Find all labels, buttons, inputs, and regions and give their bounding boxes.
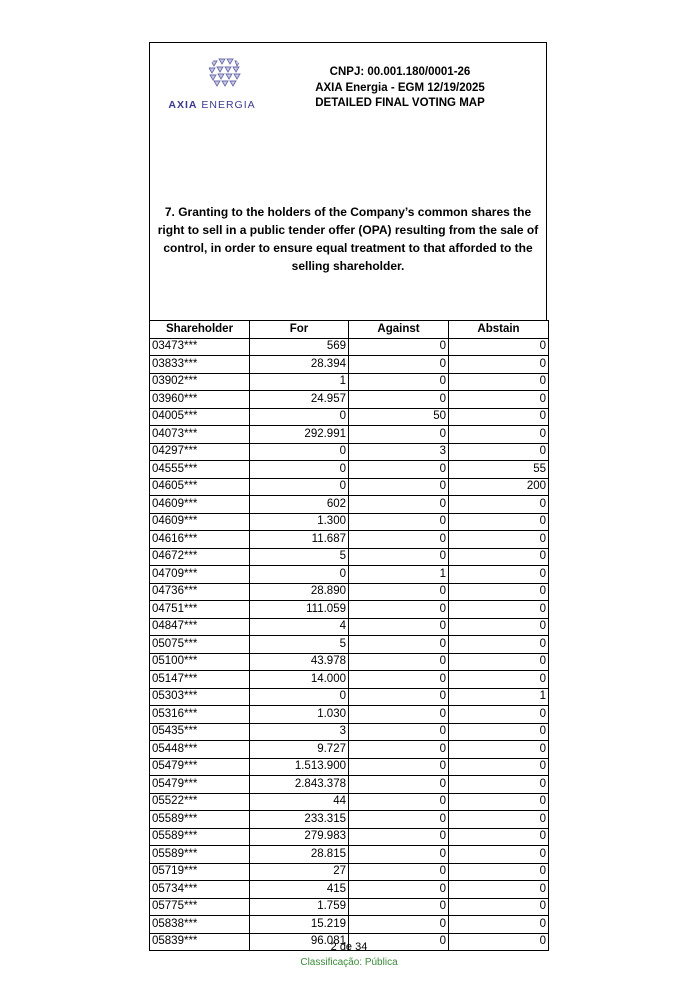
cell-for: 44	[250, 793, 349, 811]
cell-against: 0	[349, 391, 449, 409]
cell-abstain: 0	[449, 881, 549, 899]
cell-abstain: 0	[449, 443, 549, 461]
cell-shareholder: 03902***	[150, 373, 250, 391]
cell-abstain: 0	[449, 846, 549, 864]
table-row	[150, 566, 549, 584]
cell-shareholder: 05589***	[150, 828, 250, 846]
cell-shareholder: 05838***	[150, 916, 250, 934]
cell-shareholder: 04073***	[150, 426, 250, 444]
globe-logo-icon	[205, 53, 245, 93]
table-row	[150, 793, 549, 811]
cell-abstain: 0	[449, 793, 549, 811]
cell-abstain: 0	[449, 723, 549, 741]
table-row	[150, 513, 549, 531]
cell-for: 0	[250, 461, 349, 479]
cell-abstain: 0	[449, 653, 549, 671]
cell-against: 0	[349, 636, 449, 654]
agenda-item-text: 7. Granting to the holders of the Company’s common shares the right to sell in a public tender offer (OPA) resulting from the sale of control, in order to ensure equal treatment to that afforded to the selling shareholder.	[157, 205, 539, 273]
cell-for: 602	[250, 496, 349, 514]
cell-abstain: 0	[449, 408, 549, 426]
table-row	[150, 443, 549, 461]
cell-against: 0	[349, 618, 449, 636]
table-row	[150, 688, 549, 706]
cell-against: 0	[349, 478, 449, 496]
cell-for: 1	[250, 373, 349, 391]
cell-against: 0	[349, 496, 449, 514]
cell-abstain: 0	[449, 671, 549, 689]
cell-abstain: 0	[449, 583, 549, 601]
cell-for: 0	[250, 478, 349, 496]
cell-abstain: 55	[449, 461, 549, 479]
cell-abstain: 0	[449, 706, 549, 724]
table-row	[150, 723, 549, 741]
cell-abstain: 0	[449, 513, 549, 531]
cell-shareholder: 04297***	[150, 443, 250, 461]
cell-for: 0	[250, 408, 349, 426]
cell-shareholder: 05435***	[150, 723, 250, 741]
cell-for: 0	[250, 443, 349, 461]
cell-shareholder: 04605***	[150, 478, 250, 496]
cell-abstain: 0	[449, 548, 549, 566]
cell-against: 0	[349, 706, 449, 724]
cell-for: 233.315	[250, 811, 349, 829]
table-row	[150, 828, 549, 846]
cell-shareholder: 05775***	[150, 898, 250, 916]
cell-for: 43.978	[250, 653, 349, 671]
table-row	[150, 408, 549, 426]
voting-map-sheet	[149, 42, 547, 951]
table-row	[150, 671, 549, 689]
cell-abstain: 0	[449, 636, 549, 654]
cell-against: 0	[349, 548, 449, 566]
cell-against: 0	[349, 881, 449, 899]
cell-for: 11.687	[250, 531, 349, 549]
cell-for: 24.957	[250, 391, 349, 409]
cell-for: 1.030	[250, 706, 349, 724]
table-row	[150, 583, 549, 601]
cell-abstain: 0	[449, 828, 549, 846]
cell-against: 0	[349, 758, 449, 776]
cell-shareholder: 05719***	[150, 863, 250, 881]
table-row	[150, 338, 549, 356]
cell-shareholder: 03833***	[150, 356, 250, 374]
table-row	[150, 706, 549, 724]
cell-for: 28.890	[250, 583, 349, 601]
cell-abstain: 0	[449, 566, 549, 584]
logo-wordmark	[162, 99, 262, 111]
cell-against: 0	[349, 531, 449, 549]
cell-against: 3	[349, 443, 449, 461]
cell-against: 0	[349, 898, 449, 916]
table-row	[150, 496, 549, 514]
table-row	[150, 426, 549, 444]
cell-shareholder: 05734***	[150, 881, 250, 899]
cell-abstain: 1	[449, 688, 549, 706]
cell-against: 0	[349, 933, 449, 951]
table-row	[150, 741, 549, 759]
cell-against: 0	[349, 741, 449, 759]
classification-label: Classificação: Pública	[300, 957, 398, 968]
logo-wordmark-rest: ENERGIA	[197, 99, 256, 111]
cell-abstain: 0	[449, 811, 549, 829]
meeting-title: AXIA Energia - EGM 12/19/2025	[315, 81, 485, 94]
cell-for: 96.081	[250, 933, 349, 951]
logo-wordmark-bold: AXIA	[168, 99, 198, 111]
column-header-for: For	[250, 321, 349, 339]
cell-shareholder: 05479***	[150, 758, 250, 776]
cell-against: 0	[349, 373, 449, 391]
cell-shareholder: 05522***	[150, 793, 250, 811]
cell-for: 1.300	[250, 513, 349, 531]
cell-shareholder: 05839***	[150, 933, 250, 951]
table-row	[150, 758, 549, 776]
cell-abstain: 0	[449, 373, 549, 391]
cell-against: 0	[349, 811, 449, 829]
table-row	[150, 356, 549, 374]
cell-shareholder: 05303***	[150, 688, 250, 706]
cell-abstain: 0	[449, 391, 549, 409]
cell-for: 1.759	[250, 898, 349, 916]
cell-shareholder: 05589***	[150, 811, 250, 829]
cell-for: 111.059	[250, 601, 349, 619]
cell-abstain: 200	[449, 478, 549, 496]
cell-against: 0	[349, 793, 449, 811]
table-row	[150, 898, 549, 916]
cell-against: 1	[349, 566, 449, 584]
document-title: DETAILED FINAL VOTING MAP	[315, 97, 485, 109]
cell-for: 0	[250, 688, 349, 706]
cell-shareholder: 04672***	[150, 548, 250, 566]
cell-abstain: 0	[449, 601, 549, 619]
cell-shareholder: 04609***	[150, 496, 250, 514]
cell-against: 0	[349, 776, 449, 794]
cell-shareholder: 04736***	[150, 583, 250, 601]
cell-for: 1.513.900	[250, 758, 349, 776]
cell-shareholder: 05479***	[150, 776, 250, 794]
cell-for: 28.815	[250, 846, 349, 864]
cell-against: 0	[349, 461, 449, 479]
cell-for: 9.727	[250, 741, 349, 759]
cell-abstain: 0	[449, 531, 549, 549]
company-info	[280, 65, 520, 112]
cell-abstain: 0	[449, 758, 549, 776]
table-row	[150, 636, 549, 654]
company-logo	[162, 51, 262, 111]
cell-shareholder: 04709***	[150, 566, 250, 584]
cell-shareholder: 04555***	[150, 461, 250, 479]
cell-for: 14.000	[250, 671, 349, 689]
cell-for: 5	[250, 636, 349, 654]
cell-for: 2.843.378	[250, 776, 349, 794]
table-row	[150, 548, 549, 566]
cell-shareholder: 04616***	[150, 531, 250, 549]
cell-shareholder: 05075***	[150, 636, 250, 654]
cell-for: 292.991	[250, 426, 349, 444]
cell-for: 569	[250, 338, 349, 356]
cell-for: 3	[250, 723, 349, 741]
cell-abstain: 0	[449, 863, 549, 881]
cell-against: 0	[349, 916, 449, 934]
cell-shareholder: 05589***	[150, 846, 250, 864]
cell-shareholder: 05100***	[150, 653, 250, 671]
column-header-abstain: Abstain	[449, 321, 549, 339]
cell-against: 0	[349, 846, 449, 864]
table-body	[150, 338, 549, 951]
cell-for: 28.394	[250, 356, 349, 374]
cell-against: 0	[349, 671, 449, 689]
cell-abstain: 0	[449, 356, 549, 374]
cell-against: 0	[349, 426, 449, 444]
cell-for: 0	[250, 566, 349, 584]
table-row	[150, 846, 549, 864]
table-row	[150, 601, 549, 619]
cell-shareholder: 04609***	[150, 513, 250, 531]
cell-against: 0	[349, 863, 449, 881]
table-row	[150, 373, 549, 391]
cell-abstain: 0	[449, 741, 549, 759]
cell-against: 0	[349, 688, 449, 706]
cell-shareholder: 03473***	[150, 338, 250, 356]
table-row	[150, 863, 549, 881]
cell-abstain: 0	[449, 916, 549, 934]
cell-for: 27	[250, 863, 349, 881]
cell-shareholder: 04751***	[150, 601, 250, 619]
table-row	[150, 618, 549, 636]
cell-abstain: 0	[449, 933, 549, 951]
cell-for: 4	[250, 618, 349, 636]
cell-shareholder: 04847***	[150, 618, 250, 636]
cell-abstain: 0	[449, 618, 549, 636]
cell-against: 0	[349, 513, 449, 531]
cell-for: 15.219	[250, 916, 349, 934]
column-header-against: Against	[349, 321, 449, 339]
cell-shareholder: 05147***	[150, 671, 250, 689]
table-row	[150, 916, 549, 934]
cell-for: 5	[250, 548, 349, 566]
cell-against: 0	[349, 723, 449, 741]
cell-against: 0	[349, 356, 449, 374]
cnpj: CNPJ: 00.001.180/0001-26	[329, 66, 471, 78]
cell-shareholder: 03960***	[150, 391, 250, 409]
cell-abstain: 0	[449, 496, 549, 514]
cell-shareholder: 05448***	[150, 741, 250, 759]
voting-table	[149, 320, 549, 951]
table-header-row	[150, 321, 549, 339]
cell-against: 0	[349, 601, 449, 619]
cell-shareholder: 04005***	[150, 408, 250, 426]
cell-for: 415	[250, 881, 349, 899]
cell-shareholder: 05316***	[150, 706, 250, 724]
column-header-shareholder: Shareholder	[150, 321, 250, 339]
cell-for: 279.983	[250, 828, 349, 846]
cell-against: 0	[349, 583, 449, 601]
table-row	[150, 461, 549, 479]
cell-abstain: 0	[449, 426, 549, 444]
table-row	[150, 881, 549, 899]
table-row	[150, 391, 549, 409]
document-header	[149, 42, 547, 320]
table-row	[150, 653, 549, 671]
page-number: 2 de 34	[330, 941, 368, 953]
cell-against: 0	[349, 653, 449, 671]
cell-abstain: 0	[449, 338, 549, 356]
cell-abstain: 0	[449, 776, 549, 794]
table-row	[150, 478, 549, 496]
table-row	[150, 811, 549, 829]
table-row	[150, 776, 549, 794]
cell-against: 50	[349, 408, 449, 426]
cell-against: 0	[349, 338, 449, 356]
cell-against: 0	[349, 828, 449, 846]
cell-abstain: 0	[449, 898, 549, 916]
table-row	[150, 531, 549, 549]
